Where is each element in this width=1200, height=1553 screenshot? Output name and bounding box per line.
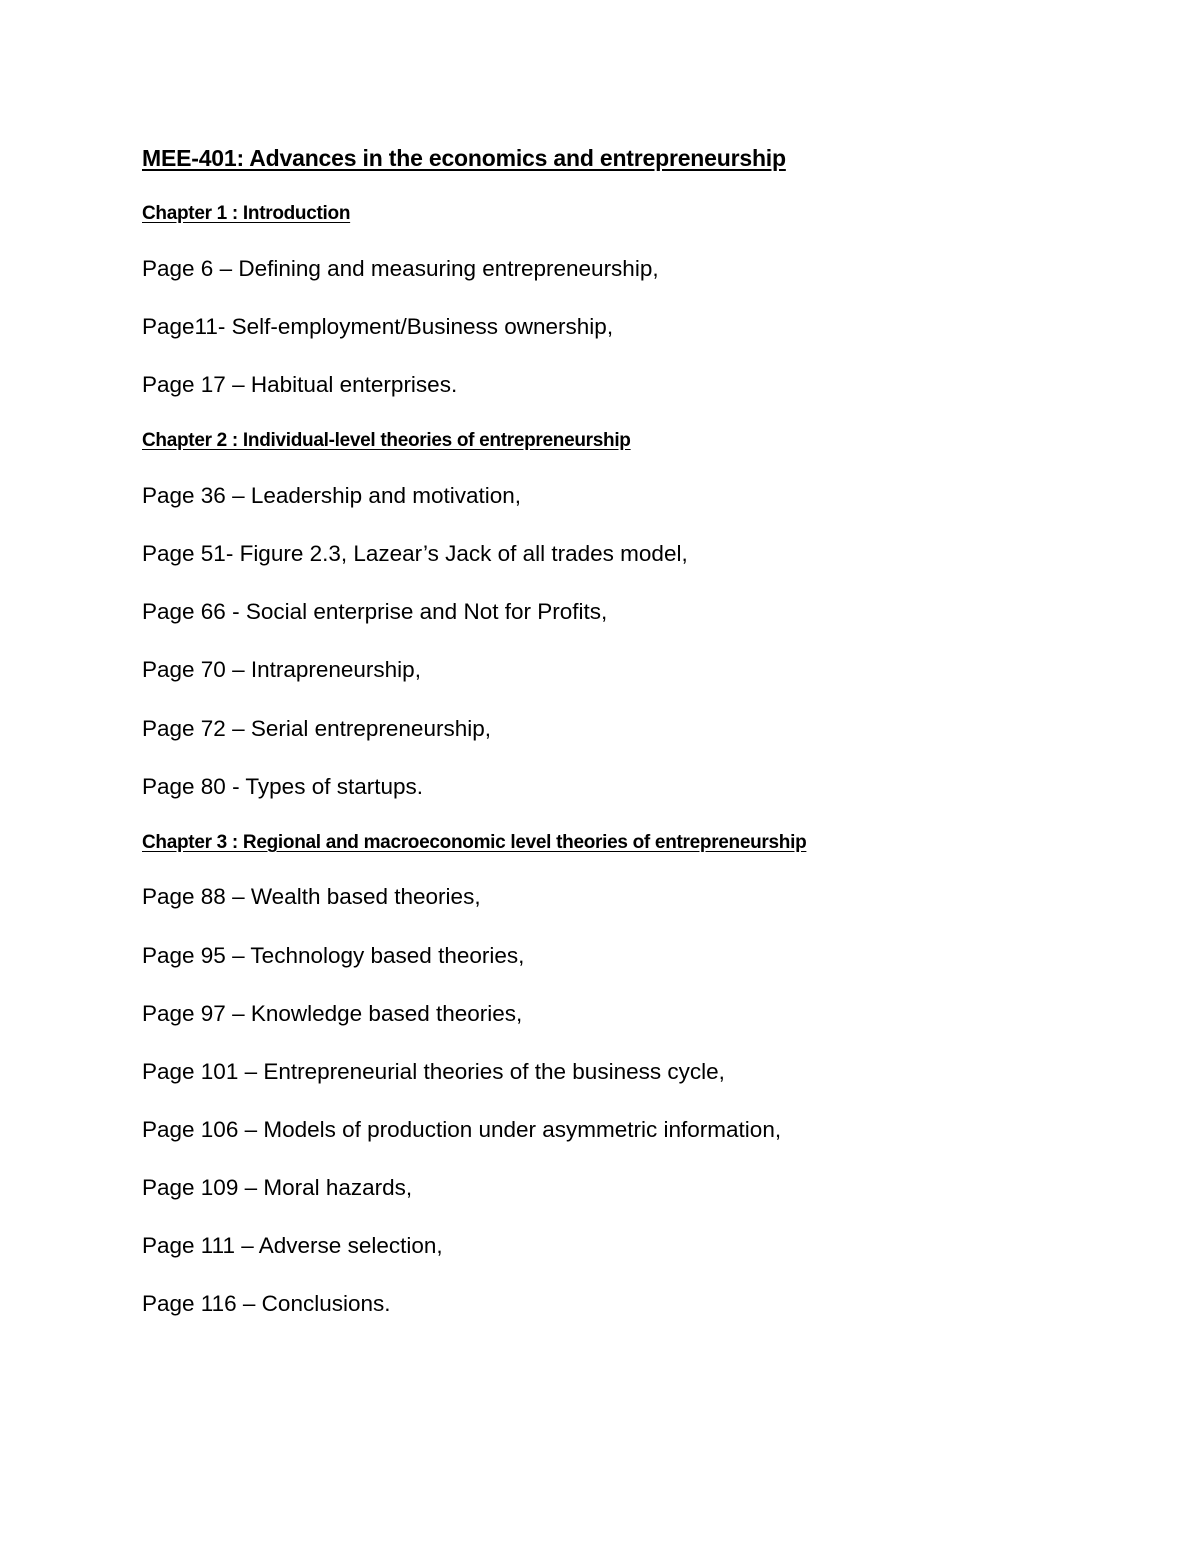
toc-entry: Page 66 - Social enterprise and Not for Profits,: [142, 599, 608, 624]
toc-entry: Page 70 – Intrapreneurship,: [142, 657, 421, 682]
toc-entry: Page 111 – Adverse selection,: [142, 1233, 443, 1258]
chapter-heading: Chapter 3 : Regional and macroeconomic level theories of entrepreneurship: [142, 832, 807, 853]
toc-entry: Page 109 – Moral hazards,: [142, 1175, 413, 1200]
toc-entry: Page 97 – Knowledge based theories,: [142, 1001, 523, 1026]
toc-entry: Page 88 – Wealth based theories,: [142, 884, 481, 909]
toc-entry: Page11- Self-employment/Business ownership,: [142, 314, 614, 339]
toc-entry: Page 106 – Models of production under asymmetric information,: [142, 1117, 782, 1142]
document-title: MEE-401: Advances in the economics and entrepreneurship: [142, 145, 786, 171]
toc-entry: Page 95 – Technology based theories,: [142, 943, 525, 968]
toc-entry: Page 51- Figure 2.3, Lazear’s Jack of all trades model,: [142, 541, 688, 566]
toc-entry: Page 80 - Types of startups.: [142, 774, 423, 799]
toc-entry: Page 17 – Habitual enterprises.: [142, 372, 458, 397]
toc-entry: Page 101 – Entrepreneurial theories of the business cycle,: [142, 1059, 725, 1084]
chapter-heading: Chapter 2 : Individual-level theories of entrepreneurship: [142, 430, 631, 451]
toc-entry: Page 72 – Serial entrepreneurship,: [142, 716, 491, 741]
chapter-heading: Chapter 1 : Introduction: [142, 203, 351, 224]
toc-entry: Page 116 – Conclusions.: [142, 1291, 391, 1316]
toc-entry: Page 6 – Defining and measuring entrepreneurship,: [142, 256, 659, 281]
toc-entry: Page 36 – Leadership and motivation,: [142, 483, 522, 508]
